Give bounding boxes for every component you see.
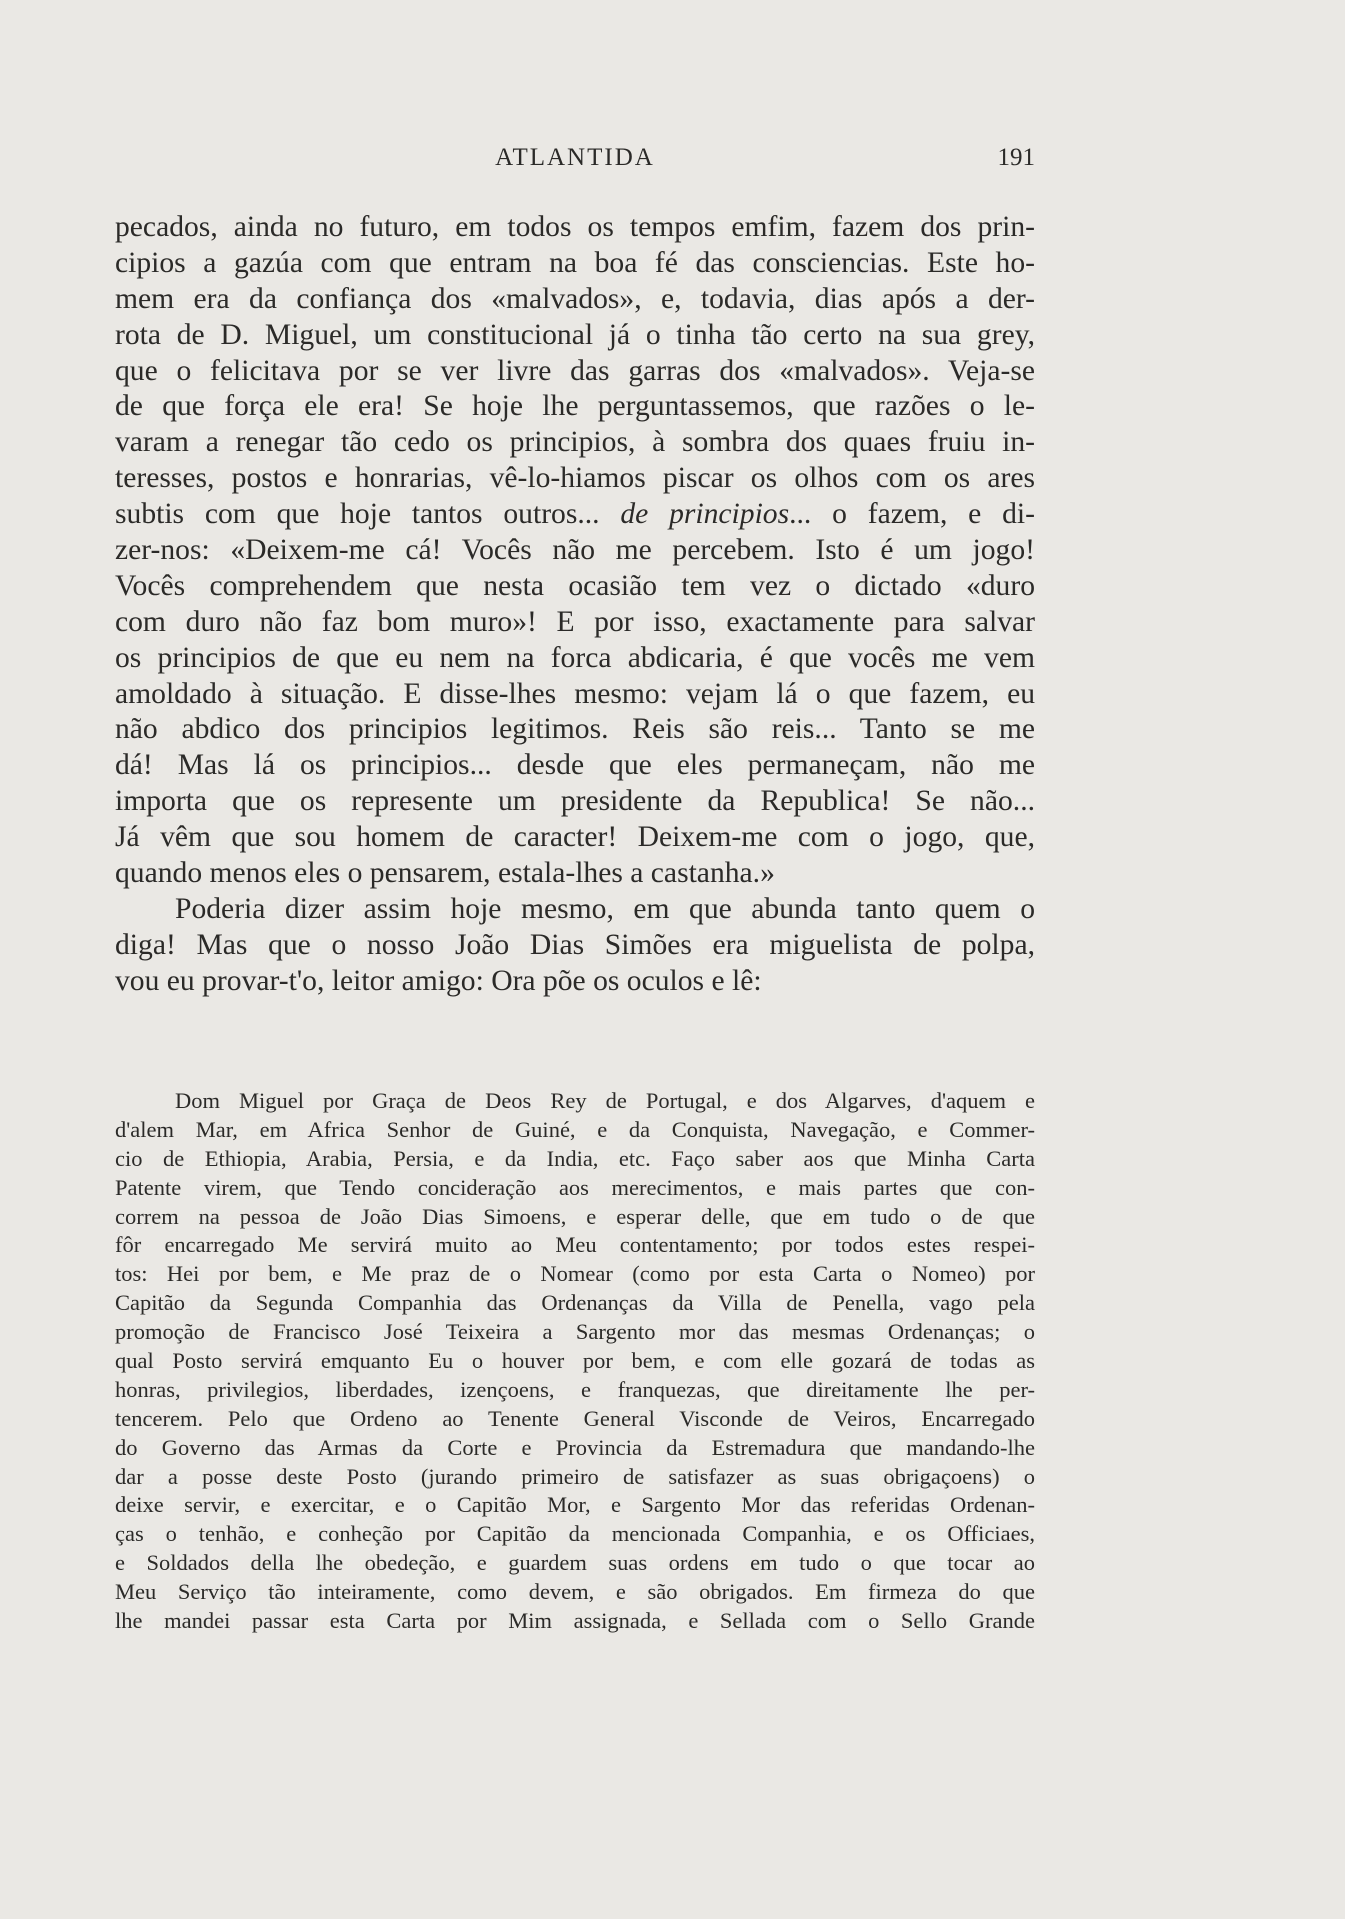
body-line: quando menos eles o pensarem, estala-lhes a castanha.» [115, 857, 775, 890]
line-tail: ... o fazem, e di- [789, 498, 1035, 531]
letter-line: promoção de Francisco José Teixeira a Sargento mor das mesmas Ordenanças; o [115, 1319, 1035, 1345]
body-line: com duro não faz bom muro»! E por isso, exactamente para salvar [115, 605, 1035, 638]
letter-line: lhe mandei passar esta Carta por Mim assignada, e Sellada com o Sello Grande [115, 1608, 1035, 1634]
body-line: de que força ele era! Se hoje lhe perguntassemos, que razões o le- [115, 390, 1035, 423]
letter-line: qual Posto servirá emquanto Eu o houver por bem, e com elle gozará de todas as [115, 1348, 1035, 1374]
letter-line: Meu Serviço tão inteiramente, como devem, e são obrigados. Em firmeza do que [115, 1579, 1035, 1605]
running-header [115, 144, 1035, 174]
italic-phrase: de principios [620, 498, 790, 531]
page-number: 191 [997, 144, 1035, 171]
body-line: varam a renegar tão cedo os principios, à sombra dos quaes fruiu in- [115, 426, 1035, 459]
letter-line: do Governo das Armas da Corte e Provincia da Estremadura que mandando-lhe [115, 1434, 1035, 1460]
body-line: que o felicitava por se ver livre das garras dos «malvados». Veja-se [115, 354, 1035, 387]
body-line-italic-phrase [115, 497, 1035, 533]
body-line: Já vêm que sou homem de caracter! Deixem-me com o jogo, que, [115, 821, 1035, 854]
body-line: pecados, ainda no futuro, em todos os tempos emfim, fazem dos prin- [115, 211, 1035, 243]
letter-line: honras, privilegios, liberdades, izençoens, e franquezas, que direitamente lhe per- [115, 1376, 1035, 1402]
letter-line: cio de Ethiopia, Arabia, Persia, e da India, etc. Faço saber aos que Minha Carta [115, 1145, 1035, 1171]
running-title: ATLANTIDA [495, 144, 655, 171]
letter-line: tos: Hei por bem, e Me praz de o Nomear (como por esta Carta o Nomeo) por [115, 1261, 1035, 1287]
body-text [115, 210, 1035, 1000]
body-line: os principios de que eu nem na forca abdicaria, é que vocês me vem [115, 641, 1035, 674]
line-head: subtis com que hoje tantos outros... [115, 498, 600, 531]
letter-line: d'alem Mar, em Africa Senhor de Guiné, e da Conquista, Navegação, e Commer- [115, 1116, 1035, 1142]
letter-line: e Soldados della lhe obedeção, e guardem suas ordens em tudo o que tocar ao [115, 1550, 1035, 1576]
body-line: teresses, postos e honrarias, vê-lo-hiamos piscar os olhos com os ares [115, 462, 1035, 495]
body-line: diga! Mas que o nosso João Dias Simões era miguelista de polpa, [115, 928, 1035, 961]
body-line: importa que os represente um presidente da Republica! Se não... [115, 785, 1035, 818]
letter-line: fôr encarregado Me servirá muito ao Meu contentamento; por todos estes respei- [115, 1232, 1035, 1258]
body-line: cipios a gazúa com que entram na boa fé das consciencias. Este ho- [115, 246, 1035, 279]
letter-line: Patente virem, que Tendo concideração aos merecimentos, e mais partes que con- [115, 1174, 1035, 1200]
body-line: amoldado à situação. E disse-lhes mesmo: vejam lá o que fazem, eu [115, 677, 1035, 710]
quoted-letter [115, 1087, 1035, 1636]
body-line: mem era da confiança dos «malvados», e, todavia, dias após a der- [115, 282, 1035, 315]
body-line: vou eu provar-t'o, leitor amigo: Ora põe os oculos e lê: [115, 964, 762, 997]
letter-line: Dom Miguel por Graça de Deos Rey de Portugal, e dos Algarves, d'aquem e [175, 1088, 1035, 1113]
letter-line: Capitão da Segunda Companhia das Ordenanças da Villa de Penella, vago pela [115, 1290, 1035, 1316]
body-line: dá! Mas lá os principios... desde que eles permaneçam, não me [115, 749, 1035, 782]
letter-line: dar a posse deste Posto (jurando primeiro de satisfazer as suas obrigaçoens) o [115, 1463, 1035, 1489]
body-line: não abdico dos principios legitimos. Reis são reis... Tanto se me [115, 713, 1035, 746]
letter-line: deixe servir, e exercitar, e o Capitão Mor, e Sargento Mor das referidas Ordenan- [115, 1492, 1035, 1518]
body-line: rota de D. Miguel, um constitucional já o tinha tão certo na sua grey, [115, 318, 1035, 351]
body-line: zer-nos: «Deixem-me cá! Vocês não me percebem. Isto é um jogo! [115, 534, 1035, 567]
letter-line: correm na pessoa de João Dias Simoens, e esperar delle, que em tudo o de que [115, 1203, 1035, 1229]
body-line: Vocês comprehendem que nesta ocasião tem vez o dictado «duro [115, 569, 1035, 602]
letter-line: tencerem. Pelo que Ordeno ao Tenente General Visconde de Veiros, Encarregado [115, 1405, 1035, 1431]
body-line: Poderia dizer assim hoje mesmo, em que abunda tanto quem o [175, 892, 1035, 925]
letter-line: ças o tenhão, e conheção por Capitão da mencionada Companhia, e os Officiaes, [115, 1521, 1035, 1547]
